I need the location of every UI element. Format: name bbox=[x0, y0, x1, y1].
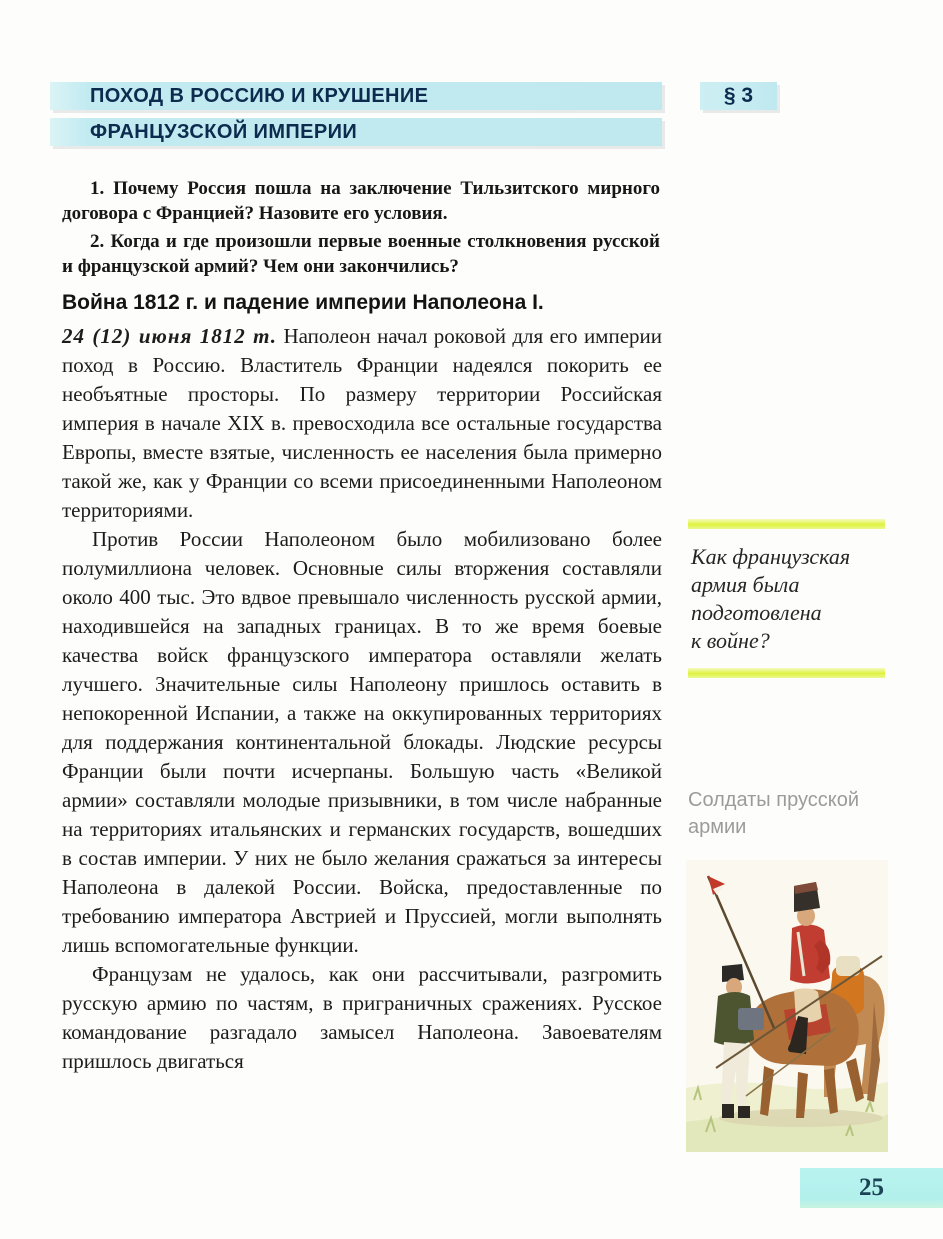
paragraph-1-text: Наполеон начал роковой для его империи поход в Россию. Властитель Франции надеялся покорить ее необъятные просторы. По размеру территории Российская империя в начале XIX в. превосходила все остальные государства Европы, вместе взятые, численность ее населения была примерно такой же, как у Франции со всеми присоединенными Наполеоном территориями. bbox=[62, 324, 663, 522]
sidebar-question-line: к войне? bbox=[691, 628, 770, 653]
paragraph-3: Французам не удалось, как они рассчитывали, разгромить русскую армию по частям, в приграничных сражениях. Русское командование разгадало замысел Наполеона. Завоевателям пришлось двигаться bbox=[62, 962, 662, 1073]
section-heading: Война 1812 г. и падение империи Наполеона I. bbox=[62, 291, 544, 314]
sidebar-question bbox=[691, 543, 886, 655]
sidebar-question-line: Как французская bbox=[691, 544, 851, 569]
paragraph-number-badge: § 3 bbox=[700, 82, 777, 110]
sidebar-yellow-rule-top bbox=[688, 519, 885, 529]
paragraph-1-date-lead: 24 (12) июня 1812 т. bbox=[62, 324, 278, 348]
chapter-title-bar-2 bbox=[50, 118, 662, 146]
chapter-title-bar-1 bbox=[50, 82, 662, 110]
intro-question-1: 1. Почему Россия пошла на заключение Тильзитского мирного договора с Францией? Назовите его условия. bbox=[62, 178, 660, 224]
sidebar-question-line: подготовлена bbox=[691, 600, 822, 625]
chapter-title-line1: ПОХОД В РОССИЮ И КРУШЕНИЕ bbox=[90, 84, 429, 107]
intro-question-2: 2. Когда и где произошли первые военные столкновения русской и французской армий? Чем они закончились? bbox=[62, 231, 660, 277]
illustration-caption-line: армии bbox=[688, 816, 747, 838]
sidebar-question-line: армия была bbox=[691, 572, 800, 597]
page-number: 25 bbox=[800, 1168, 943, 1208]
chapter-title-line2: ФРАНЦУЗСКОЙ ИМПЕРИИ bbox=[90, 120, 358, 143]
paragraph-2: Против России Наполеоном было мобилизовано более полумиллиона человек. Основные силы вторжения составляли около 400 тыс. Это вдвое превышало численность русской армии, находившейся на западных границах. В то же время боевые качества войск французского императора оставляли желать лучшего. Значительные силы Наполеону пришлось оставить в непокоренной Испании, а также на оккупированных территориях для поддержания континентальной блокады. Людские ресурсы Франции были почти исчерпаны. Большую часть «Великой армии» составляли молодые призывники, в том числе набранные на территориях итальянских и германских государств, вошедших в состав империи. У них не было желания сражаться за интересы Наполеона в далекой России. Войска, предоставленные по требованию императора Австрией и Пруссией, могли выполнять лишь вспомогательные функции. bbox=[62, 527, 662, 957]
prussian-soldiers-illustration bbox=[686, 860, 888, 1152]
intro-questions bbox=[62, 176, 660, 282]
sidebar-yellow-rule-bottom bbox=[688, 668, 885, 678]
illustration-caption-line: Солдаты прусской bbox=[688, 789, 860, 811]
paragraph-1 bbox=[62, 322, 662, 525]
illustration-caption bbox=[688, 787, 893, 841]
body-text-column bbox=[62, 322, 662, 1076]
